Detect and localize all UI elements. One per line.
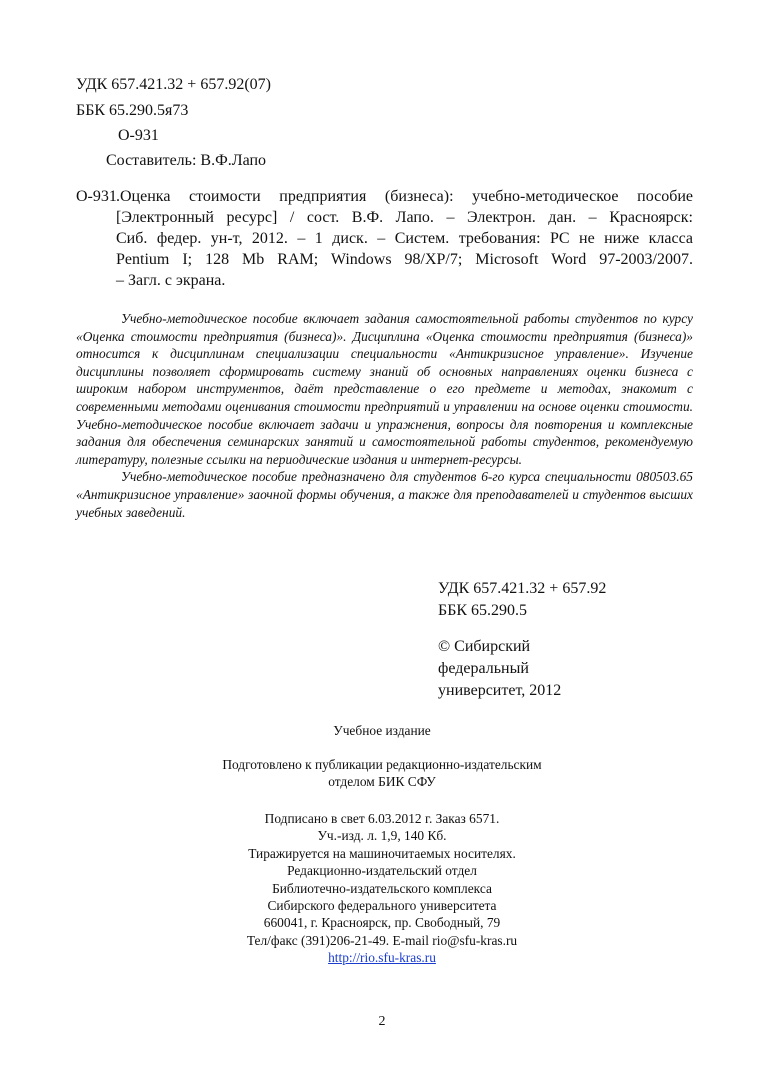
bib-line-2: [Электронный ресурс] / сост. В.Ф. Лапо. – Электрон. дан. – Красноярск: bbox=[116, 209, 693, 226]
author-code: О-931 bbox=[118, 127, 159, 144]
copyright-line-2: федеральный bbox=[438, 660, 529, 677]
address-line: 660041, г. Красноярск, пр. Свободный, 79 bbox=[263, 915, 501, 931]
bib-line-3: Сиб. федер. ун-т, 2012. – 1 диск. – Систем. требования: PC не ниже класса bbox=[116, 230, 693, 247]
imprint-details bbox=[120, 810, 644, 967]
volume-line: Уч.-изд. л. 1,9, 140 Кб. bbox=[317, 828, 447, 844]
bbk-header: ББК 65.290.5я73 bbox=[76, 102, 189, 119]
copyright-line-3: университет, 2012 bbox=[438, 682, 562, 699]
compiler-line: Составитель: В.Ф.Лапо bbox=[106, 152, 267, 169]
page-number: 2 bbox=[378, 1014, 386, 1029]
udk-header: УДК 657.421.32 + 657.92(07) bbox=[76, 76, 271, 93]
website-link[interactable]: http://rio.sfu-kras.ru bbox=[328, 950, 436, 966]
prepared-line-2: отделом БИК СФУ bbox=[328, 774, 436, 790]
bib-row-first bbox=[76, 186, 693, 207]
bib-prefix: О-931 bbox=[76, 188, 117, 205]
bib-line-4: Pentium I; 128 Mb RAM; Windows 98/XP/7; Microsoft Word 97-2003/2007. bbox=[116, 251, 693, 268]
complex-line: Библиотечно-издательского комплекса bbox=[272, 880, 492, 896]
abstract-paragraph-1: Учебно-методическое пособие включает задания самостоятельной работы студентов по курсу «Оценка стоимости предприятия (бизнеса)». Дисциплина «Оценка стоимости предприятия (бизнеса)» относится к дисциплинам специализации специальности «Антикризисное управление». Изучение дисциплины позволяет сформировать систему знаний об основных направлениях оценки бизнеса с широким набором инструментов, даёт представление о его предмете и методах, знакомит с современными методами оценивания стоимости предприятий и управлении на основе оценки стоимости. Учебно-методическое пособие включает задачи и упражнения, вопросы для повторения и комплексные задания для обеспечения семинарских занятий и самостоятельной работы студентов, рекомендуемую литературу, полезные ссылки на периодические издания и интернет-ресурсы. bbox=[76, 311, 693, 467]
bibliographic-description bbox=[76, 186, 693, 291]
copyright-line-1: © Сибирский bbox=[438, 638, 531, 655]
bib-line-5: – Загл. с экрана. bbox=[116, 272, 226, 289]
prepared-block bbox=[120, 756, 644, 791]
edition-type bbox=[120, 722, 644, 739]
abstract-paragraph-2: Учебно-методическое пособие предназначено для студентов 6-го курса специальности 080503.65 «Антикризисное управление» заочной формы обучения, а также для преподавателей и студентов высших учебных заведений. bbox=[76, 469, 693, 520]
bbk-classification: ББК 65.290.5 bbox=[438, 602, 528, 619]
contacts-line: Тел/факс (391)206-21-49. E-mail rio@sfu-kras.ru bbox=[246, 932, 518, 948]
udk-classification: УДК 657.421.32 + 657.92 bbox=[438, 580, 607, 597]
bib-line-1: .Оценка стоимости предприятия (бизнеса): учебно-методическое пособие bbox=[116, 188, 693, 205]
abstract bbox=[76, 310, 693, 521]
prepared-line-1: Подготовлено к публикации редакционно-издательским bbox=[222, 757, 542, 772]
university-line: Сибирского федерального университета bbox=[267, 898, 497, 914]
signed-line: Подписано в свет 6.03.2012 г. Заказ 6571. bbox=[264, 811, 500, 826]
replicated-line: Тиражируется на машиночитаемых носителях. bbox=[248, 845, 516, 861]
dept-line: Редакционно-издательский отдел bbox=[287, 863, 477, 879]
edition-type-text: Учебное издание bbox=[333, 723, 431, 738]
